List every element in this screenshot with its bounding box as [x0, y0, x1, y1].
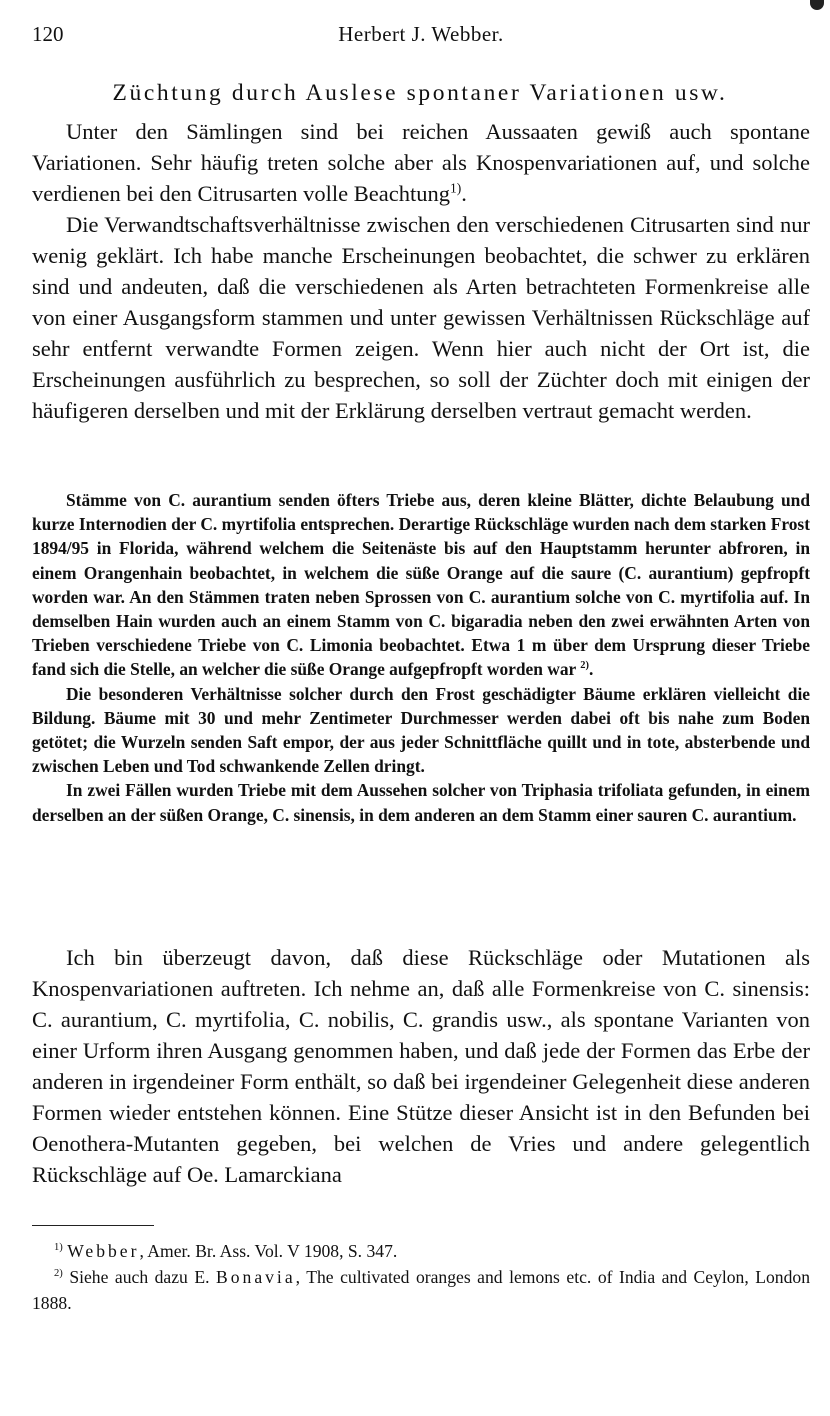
footnote-rule — [32, 1225, 154, 1226]
paragraph-small-2: Die besonderen Verhältnisse solcher durch den Frost geschädigter Bäume erklären vielleicht die Bildung. Bäume mit 30 und mehr Zentimeter Durchmesser werden dabei oft bis nahe zum Boden getötet; die Wurzeln senden Saft empor, der aus jeder Schnittfläche quillt und in tote, absterbende und zwischen Leben und Tod schwankende Zellen dringt. — [32, 683, 810, 777]
paragraph-conclusion: Ich bin überzeugt davon, daß diese Rückschläge oder Mutationen als Knospenvariationen auftreten. Ich nehme an, daß alle Formenkreise von C. sinensis: C. aurantium, C. myrtifolia, C. nobilis, C. grandis usw., als spontane Varianten von einer Urform ihren Ausgang genommen haben, und daß jede der Formen das Erbe der anderen in irgendeiner Form enthält, so daß bei irgendeiner Gelegenheit diese anderen Formen wieder entstehen können. Eine Stütze dieser Ansicht ist in den Befunden bei Oenothera-Mutanten gegeben, bei welchen de Vries und andere gelegentlich Rückschläge auf Oe. Lamarckiana — [32, 945, 810, 1187]
paragraph-small-3: In zwei Fällen wurden Triebe mit dem Aussehen solcher von Triphasia trifoliata gefunden, in einem derselben an der süßen Orange, C. sinensis, in dem anderen an dem Stamm einer sauren C. aurantium. — [32, 780, 810, 825]
body-small-print — [32, 488, 810, 827]
paragraph-intro-1: Unter den Sämlingen sind bei reichen Aussaaten gewiß auch spontane Variationen. Sehr häufig treten solche aber als Knospenvariationen auf, und solche verdienen bei den Citrusarten volle Beachtung$^{1)}$. — [32, 119, 810, 206]
running-head-author: Herbert J. Webber. — [338, 22, 504, 46]
footnote-1: $^{1)}$ Webber, Amer. Br. Ass. Vol. V 1908, S. 347. — [54, 1241, 398, 1261]
body-conclusion — [32, 942, 810, 1190]
footnote-1-author: Webber — [67, 1241, 140, 1261]
section-title: Züchtung durch Auslese spontaner Variationen usw. — [112, 80, 728, 106]
running-head — [32, 22, 810, 52]
body-intro — [32, 116, 810, 426]
page-number: 120 — [32, 22, 64, 46]
footnotes — [32, 1238, 810, 1316]
corner-ink-mark — [810, 0, 824, 10]
footnote-ref-2: 2) — [580, 660, 589, 672]
footnote-2: $^{2)}$ Siehe auch dazu E. Bonavia, The cultivated oranges and lemons etc. of India and Ceylon, London 1888. — [32, 1267, 810, 1313]
footnote-ref-1: 1) — [450, 180, 462, 196]
footnote-2-author: Bonavia — [216, 1267, 296, 1287]
paragraph-small-1: Stämme von C. aurantium senden öfters Triebe aus, deren kleine Blätter, dichte Belaubung und kurze Internodien der C. myrtifolia entsprechen. Derartige Rückschläge wurden nach dem starken Frost 1894/95 in Florida, während welchem die Seitenäste bis auf den Hauptstamm herunter abfroren, in einem Orangenhain beobachtet, in welchem die süße Orange auf die saure (C. aurantium) gepfropft worden war. An den Stämmen traten neben Sprossen von C. aurantium solche von C. myrtifolia auf. In demselben Hain wurden auch an einem Stamm von C. bigaradia neben den zwei erwähnten Arten von Trieben verschiedene Triebe von C. Limonia beobachtet. Etwa 1 m über dem Ursprung dieser Triebe fand sich die Stelle, an welcher die süße Orange aufgepfropft worden war $^{2)}$. — [32, 490, 810, 680]
paragraph-intro-2: Die Verwandtschaftsverhältnisse zwischen den verschiedenen Citrusarten sind nur wenig geklärt. Ich habe manche Erscheinungen beobachtet, die schwer zu erklären sind und andeuten, daß die verschiedenen als Arten betrachteten Formenkreise alle von einer Ausgangsform stammen und unter gewissen Verhältnissen Rückschläge auf sehr entfernt verwandte Formen zeigen. Wenn hier auch nicht der Ort ist, die Erscheinungen ausführlich zu besprechen, so soll der Züchter doch mit einigen der häufigeren derselben und mit der Erklärung derselben vertraut gemacht werden. — [32, 212, 810, 423]
